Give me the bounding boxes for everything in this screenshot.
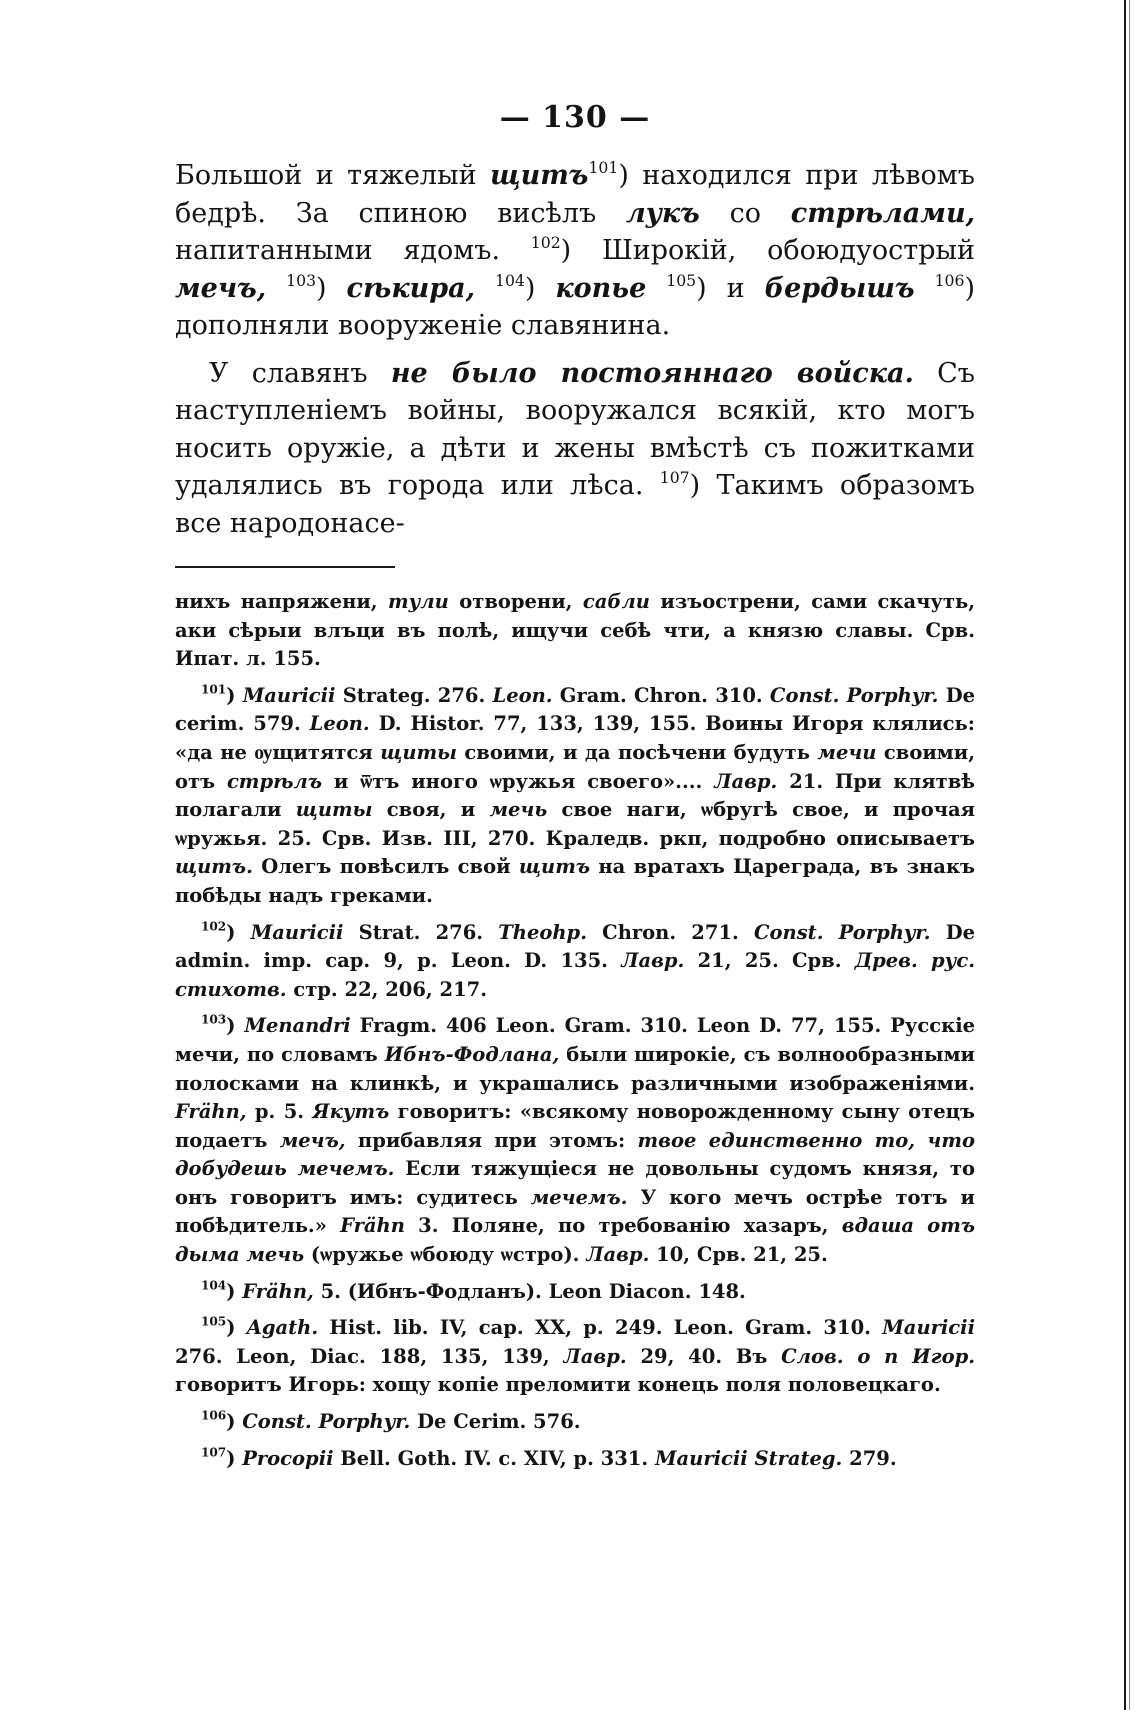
book-page <box>175 100 975 1481</box>
emphasized-term: Frähn, <box>242 1279 314 1303</box>
text-run: отворени, <box>448 590 583 613</box>
emphasized-term: Якутъ <box>312 1100 390 1124</box>
text-run: свое наги, ѡбругѣ свое, и прочая ѡружья. 25. Срв. Изв. III, 270. Краледв. ркп, подробно описываетъ <box>175 798 976 850</box>
text-run <box>475 273 495 304</box>
text-run: De Cerim. 576. <box>410 1410 581 1434</box>
emphasized-term: щитъ <box>518 855 591 879</box>
footnote-ref: 102 <box>201 919 227 934</box>
text-run: 21, 25. Срв. <box>684 949 855 973</box>
emphasized-term: мечемъ. <box>530 1185 628 1209</box>
emphasized-term: Agath. <box>246 1316 319 1340</box>
emphasized-term: Лавр. <box>586 1243 650 1267</box>
text-run: изъострени, сами скачуть, аки сѣрыи влъци въ полѣ, ищучи себѣ чти, а князю славы. Срв. Ипат. л. 155. <box>175 590 976 671</box>
emphasized-term: Menandri <box>244 1014 351 1038</box>
emphasized-term: Procopii <box>242 1446 334 1470</box>
text-run: были широкіе, съ волнообразными полосками на клинкѣ, и украшались различными изображеніями. <box>175 1042 975 1095</box>
footnotes <box>175 588 975 1473</box>
emphasized-term: бердышъ <box>764 272 915 304</box>
text-run: 3. Поляне, по требованію хазаръ, <box>404 1214 842 1238</box>
text-run: 10, Срв. 21, 25. <box>649 1243 828 1267</box>
text-run: ) и <box>696 272 765 304</box>
emphasized-term: Leon. <box>492 683 553 707</box>
footnote-ref: 107 <box>201 1445 227 1460</box>
text-run: прибавляя при этомъ: <box>345 1128 638 1152</box>
emphasized-term: лукъ <box>625 197 700 229</box>
text-run: D. Histor. 77, 133, 139, 155. Воины Игоря клялись: «да не ѹщитятся <box>175 712 975 764</box>
text-run: 276. Leon, Diac. 188, 135, 139, <box>175 1344 564 1368</box>
emphasized-term: Const. Porphyr. <box>242 1410 411 1434</box>
footnote <box>175 919 975 1005</box>
text-run: со <box>699 197 791 229</box>
emphasized-term: вдаша отъ дыма мечь <box>175 1214 976 1267</box>
scan-border-shadow <box>1129 0 1130 1710</box>
text-run <box>266 273 286 304</box>
footnote <box>175 1012 975 1269</box>
emphasized-term: Const. Porphyr. <box>769 683 939 707</box>
text-run: Fragm. 406 Leon. Gram. 310. Leon D. 77, 155. Русскіе мечи, по словамъ <box>175 1014 976 1066</box>
emphasized-term: Mauricii <box>250 920 344 944</box>
text-run: и ѿтъ иного ѡружья своего».... <box>322 769 715 793</box>
emphasized-term: Ибнъ-Фодлана, <box>384 1042 560 1066</box>
text-run: Большой и тяжелый <box>175 160 490 191</box>
emphasized-term: щиты <box>295 798 373 822</box>
text-run: У кого мечъ острѣе тотъ и побѣдитель.» <box>175 1185 975 1238</box>
text-run: 21. При клятвѣ полагали <box>175 769 975 822</box>
text-run: стр. 22, 206, 217. <box>286 977 487 1001</box>
text-run: Chron. 271. <box>586 920 754 944</box>
text-run: своя, и <box>372 798 490 822</box>
text-run: говоритъ Игорь: хощу копіе преломити конець поля половецкаго. <box>175 1373 941 1397</box>
text-run: De admin. imp. cap. 9, p. Leon. D. 135. <box>175 920 976 973</box>
emphasized-term: твое единственно то, что добудешь мечемъ. <box>175 1128 975 1181</box>
paragraph-army <box>175 355 975 543</box>
emphasized-term: Лавр. <box>714 769 778 793</box>
footnote <box>175 1445 975 1474</box>
emphasized-term: стрѣлъ <box>226 769 322 793</box>
emphasized-term: Слов. о п Игор. <box>781 1344 975 1368</box>
footnote <box>175 1408 975 1437</box>
emphasized-term: Древ. рус. стихотв. <box>175 949 975 1001</box>
text-run: Съ наступленіемъ войны, вооружался всякій, кто могъ носить оружіе, а дѣти и жены вмѣстѣ съ пожитками удалялись въ города или лѣса. <box>175 357 975 501</box>
emphasized-term: щитъ. <box>175 855 253 879</box>
footnote-ref: 104 <box>494 270 525 290</box>
text-run <box>915 273 935 304</box>
footnote <box>175 1278 975 1307</box>
text-run: ) <box>226 1316 247 1340</box>
text-run: ) <box>316 272 347 304</box>
page-number: — 130 — <box>499 100 651 135</box>
text-run: У славянъ <box>209 357 391 389</box>
text-run: напитанными ядомъ. <box>175 235 531 266</box>
footnote-ref: 104 <box>201 1278 227 1293</box>
text-run: ) Широкій, обоюдуострый <box>560 235 976 266</box>
paragraph-weapons <box>175 157 975 345</box>
text-run: ) находился при лѣвомъ бедрѣ. За спиною висѣлъ <box>175 160 975 229</box>
footnote-ref: 106 <box>201 1408 227 1423</box>
footnote-ref: 106 <box>934 270 965 290</box>
main-text <box>175 157 975 542</box>
text-run: ) <box>226 1014 245 1038</box>
emphasized-term: мечь <box>489 798 548 822</box>
emphasized-term: сабли <box>582 590 650 613</box>
emphasized-term: Лавр. <box>621 949 685 973</box>
footnote <box>175 682 975 911</box>
footnote <box>175 1314 975 1400</box>
text-run: ) дополняли вооруженіе славянина. <box>175 272 976 341</box>
footnote-ref: 102 <box>530 233 561 253</box>
emphasized-term: тули <box>388 590 449 613</box>
emphasized-term: мечъ, <box>175 272 267 304</box>
text-run: ) <box>226 683 243 707</box>
footnote-ref: 105 <box>666 270 697 290</box>
emphasized-term: мечъ, <box>279 1128 346 1152</box>
footnote-ref: 101 <box>588 158 619 178</box>
emphasized-term: Mauricii Strateg. <box>654 1446 843 1470</box>
text-run: Олегъ повѣсилъ свой <box>252 855 519 879</box>
text-run: ) <box>226 1410 243 1434</box>
emphasized-term: Const. Porphyr. <box>754 920 931 944</box>
text-run: De cerim. 579. <box>175 683 976 736</box>
text-run: Bell. Goth. IV. c. XIV, p. 331. <box>333 1446 655 1470</box>
text-run: Gram. Chron. 310. <box>552 683 770 707</box>
text-run: 29, 40. Въ <box>626 1344 782 1368</box>
text-run: Strateg. 276. <box>335 683 493 707</box>
emphasized-term: стрѣлами, <box>790 197 975 229</box>
emphasized-term: копье <box>555 272 647 304</box>
text-run: своими, отъ <box>175 740 975 793</box>
text-run <box>646 273 666 304</box>
scan-border-line <box>1124 0 1126 1710</box>
footnote-separator <box>175 566 395 568</box>
emphasized-term: Лавр. <box>563 1344 627 1368</box>
text-run: (ѡружье ѡбоюду ѡстро). <box>304 1243 587 1267</box>
footnote-ref: 105 <box>201 1314 227 1329</box>
emphasized-term: сѣкира, <box>346 272 476 304</box>
footnote-continuation <box>175 588 975 674</box>
text-run: Если тяжущіеся не довольны судомъ князя, то онъ говоритъ имъ: судитесь <box>175 1157 975 1209</box>
text-run: ) <box>524 272 556 304</box>
text-run: ) <box>226 1279 243 1303</box>
text-run: ) Такимъ образомъ все народонасе- <box>175 470 975 539</box>
emphasized-term: Mauricii <box>882 1316 975 1340</box>
footnote-ref: 107 <box>659 468 690 488</box>
text-run: нихъ напряжени, <box>175 590 389 613</box>
footnote-ref: 103 <box>286 270 317 290</box>
text-run: 5. (Ибнъ-Фодланъ). Leon Diacon. 148. <box>313 1279 746 1303</box>
emphasized-term: щитъ <box>489 160 589 191</box>
text-run: ) <box>226 920 251 944</box>
emphasized-term: Theohp. <box>498 920 587 944</box>
text-run: говоритъ: «всякому новорожденному сыну отецъ подаетъ <box>175 1100 975 1152</box>
text-run: своими, и да посѣчени будуть <box>456 740 818 764</box>
text-run: на вратахъ Цареграда, въ знакъ побѣды надъ греками. <box>175 855 975 907</box>
emphasized-term: не было постояннаго войска. <box>390 357 914 389</box>
text-run: Strat. 276. <box>343 920 499 944</box>
footnote-ref: 103 <box>201 1012 227 1027</box>
emphasized-term: мечи <box>817 740 877 764</box>
emphasized-term: Frähn <box>340 1214 405 1238</box>
emphasized-term: Mauricii <box>242 683 336 707</box>
emphasized-term: щиты <box>380 740 457 764</box>
emphasized-term: Leon. <box>309 712 370 736</box>
text-run: ) <box>226 1446 243 1470</box>
text-run: Hist. lib. IV, cap. XX, p. 249. Leon. Gram. 310. <box>318 1316 883 1340</box>
footnote-ref: 101 <box>201 682 227 697</box>
emphasized-term: Frähn, <box>175 1100 247 1124</box>
text-run: p. 5. <box>246 1100 313 1124</box>
text-run: 279. <box>842 1446 897 1470</box>
